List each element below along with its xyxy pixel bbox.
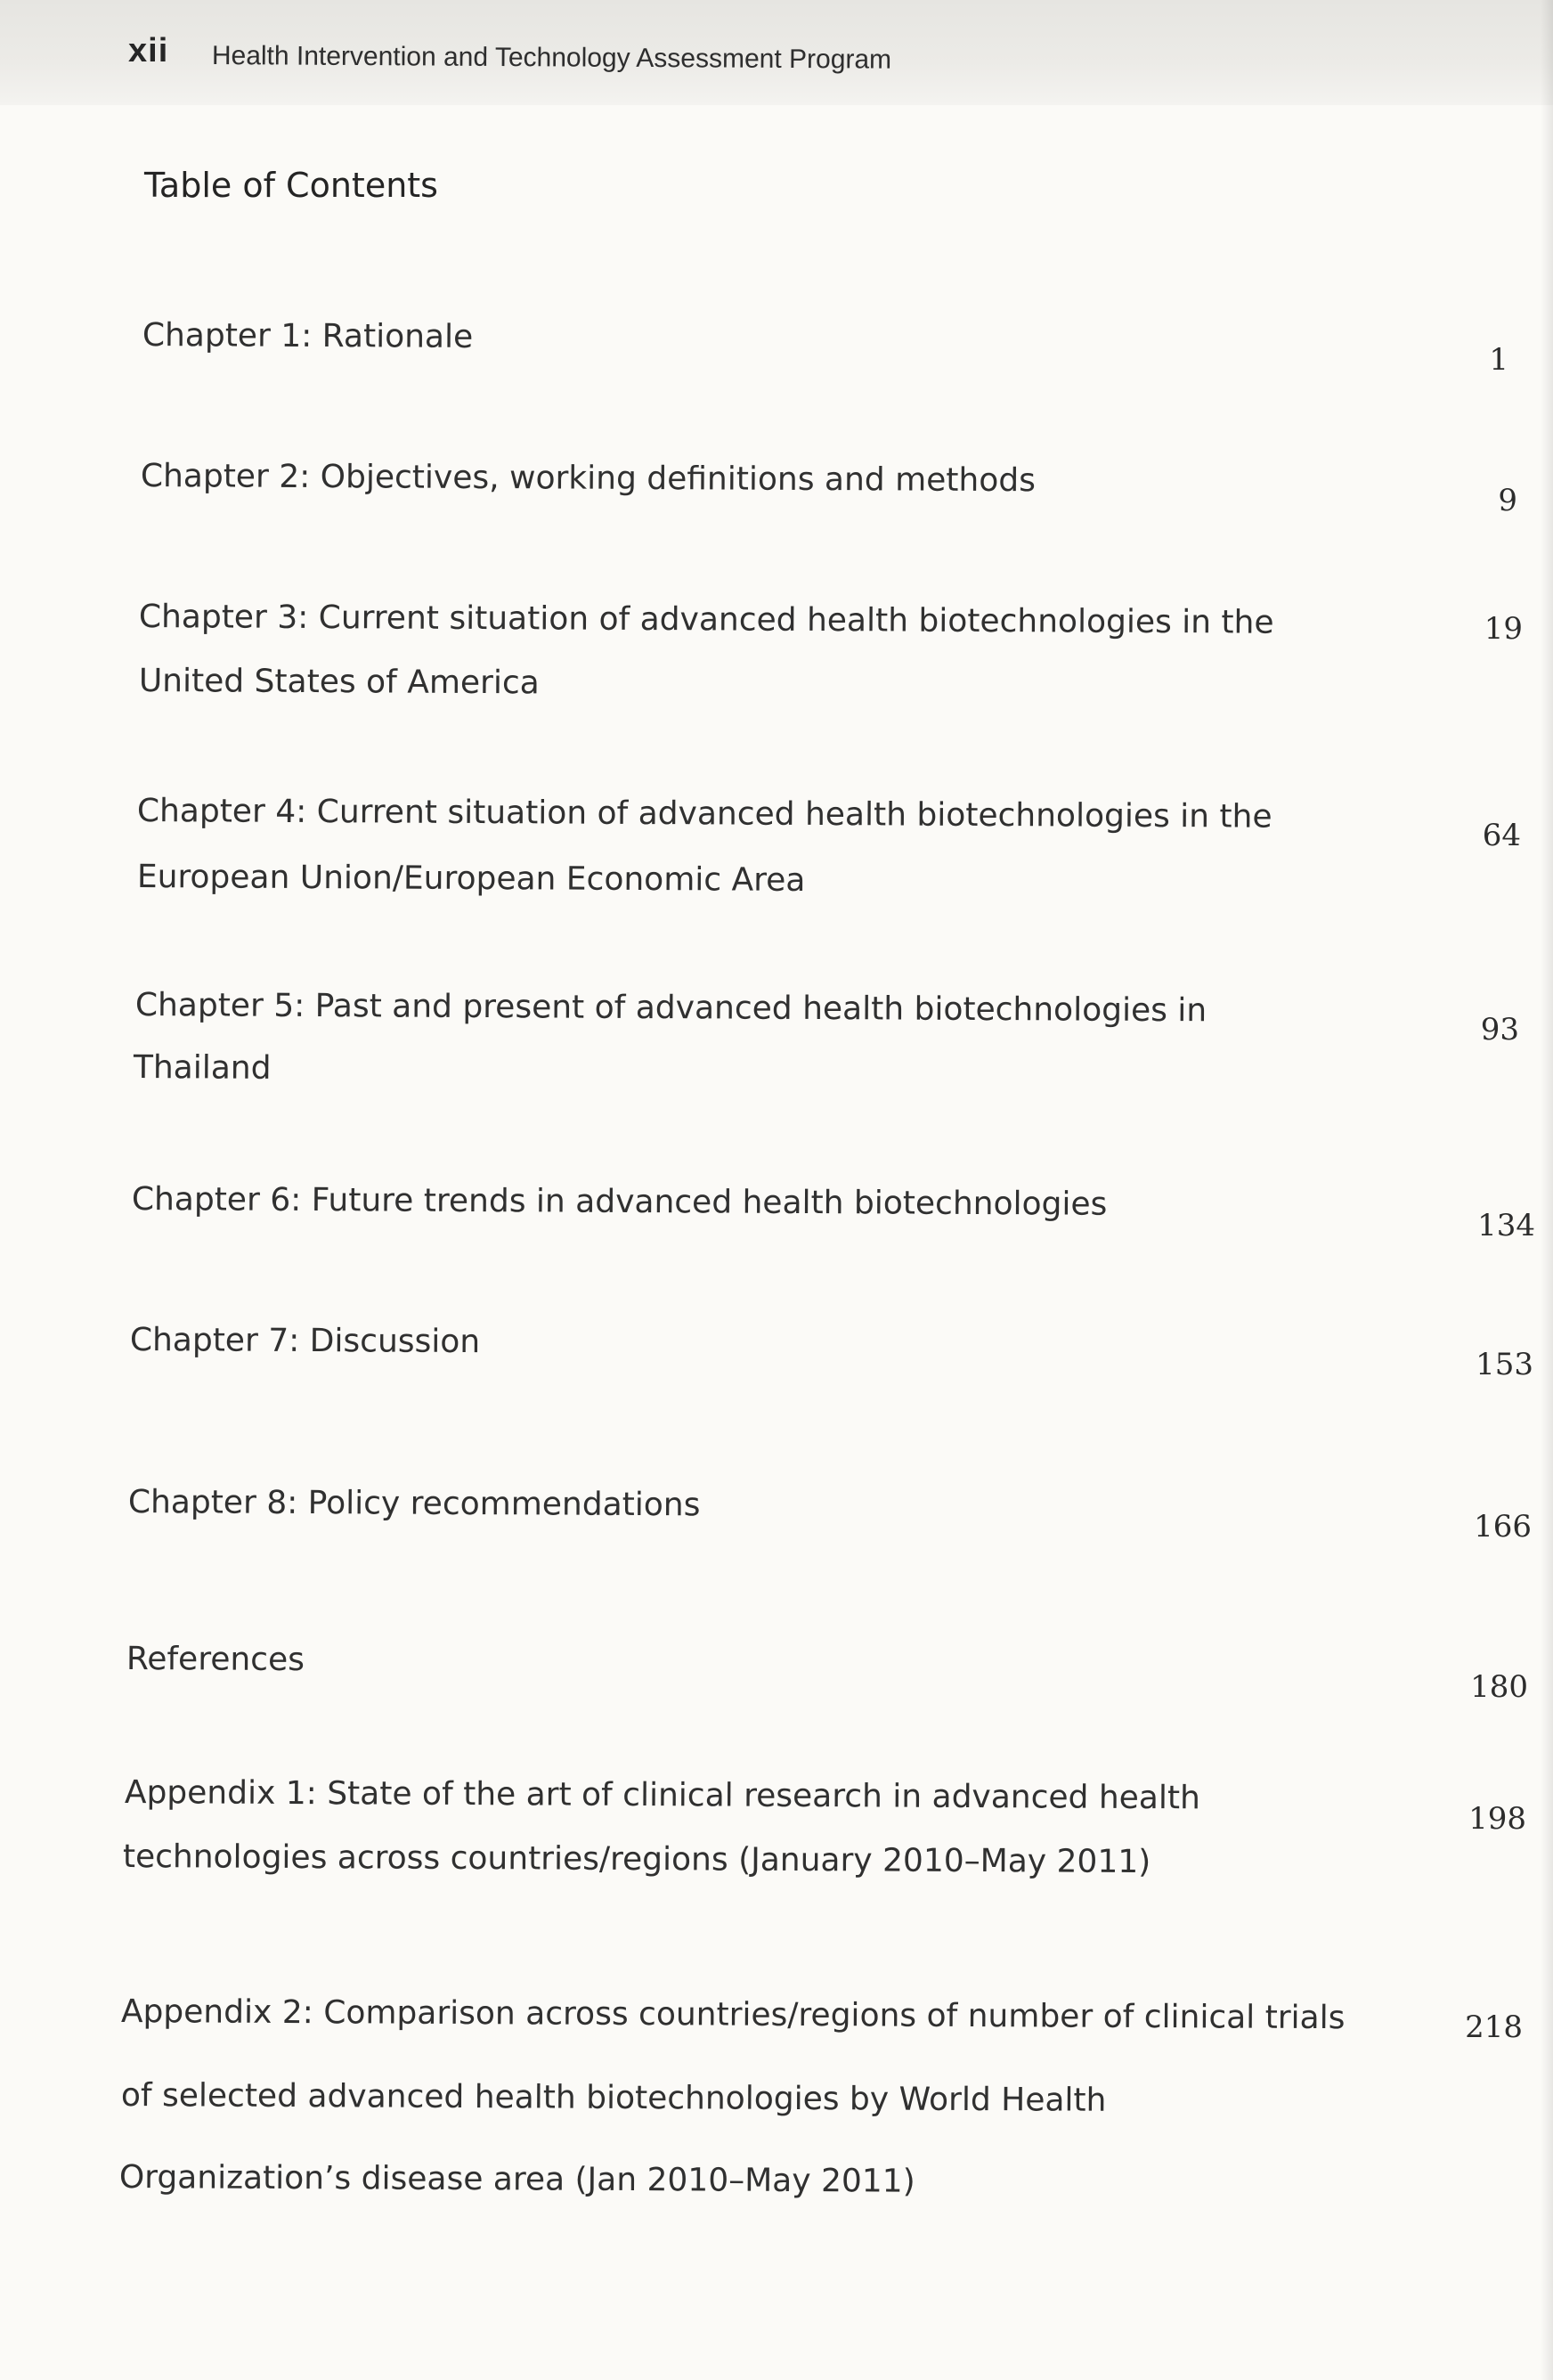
page-number: xii <box>128 32 169 69</box>
toc-entry-text: Chapter 1: Rationale <box>142 317 474 355</box>
toc-entry-page: 9 <box>1498 483 1517 518</box>
toc-entry-page: 19 <box>1484 611 1523 647</box>
toc-entry-page: 93 <box>1480 1012 1519 1047</box>
toc-entry-page: 134 <box>1477 1208 1535 1243</box>
toc-entry-text: Chapter 4: Current situation of advanced health biotechnologies in the <box>136 793 1272 835</box>
toc-entry-page: 180 <box>1470 1669 1528 1705</box>
toc-entry-text: References <box>126 1641 305 1679</box>
toc-entry-page: 166 <box>1474 1509 1532 1545</box>
toc-entry-text: of selected advanced health biotechnologies by World Health <box>120 2077 1107 2119</box>
toc-entry-text: United States of America <box>138 663 540 702</box>
toc-entry-text: Chapter 6: Future trends in advanced health biotechnologies <box>131 1181 1108 1223</box>
toc-entry-text: technologies across countries/regions (January 2010–May 2011) <box>122 1838 1151 1881</box>
toc-entry-text: Appendix 1: State of the art of clinical research in advanced health <box>124 1774 1200 1817</box>
running-header <box>0 0 1553 105</box>
toc-heading: Table of Contents <box>144 166 438 205</box>
toc-entry-text: Chapter 2: Objectives, working definitions and methods <box>140 458 1037 500</box>
toc-entry-page: 218 <box>1465 2009 1523 2045</box>
running-head-title: Health Intervention and Technology Assessment Program <box>211 41 892 75</box>
toc-entry-text: Chapter 5: Past and present of advanced health biotechnologies in <box>134 987 1207 1030</box>
toc-entry-text: Thailand <box>133 1049 272 1087</box>
toc-entry-page: 198 <box>1468 1801 1526 1837</box>
toc-entry-text: Organization’s disease area (Jan 2010–May 2011) <box>118 2159 915 2200</box>
toc-entry-page: 64 <box>1482 818 1521 853</box>
toc-entry-text: Appendix 2: Comparison across countries/regions of number of clinical trials <box>120 1993 1346 2037</box>
toc-entry-text: Chapter 8: Policy recommendations <box>127 1484 701 1524</box>
toc-entry-text: European Union/European Economic Area <box>136 859 806 899</box>
toc-entry-page: 1 <box>1489 342 1508 378</box>
toc-entry-page: 153 <box>1476 1347 1533 1382</box>
toc-entry-text: Chapter 7: Discussion <box>129 1322 481 1361</box>
page-edge-shadow <box>1541 0 1553 2380</box>
toc-entry-text: Chapter 3: Current situation of advanced health biotechnologies in the <box>138 599 1274 641</box>
